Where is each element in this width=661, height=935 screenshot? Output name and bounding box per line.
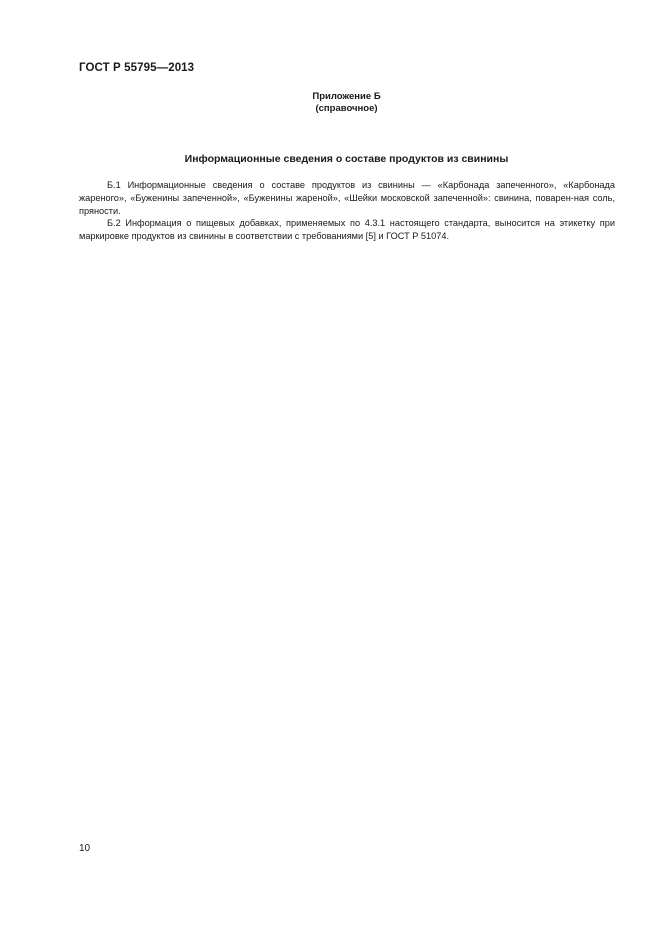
page-number: 10: [79, 843, 91, 854]
standard-code-header: ГОСТ Р 55795—2013: [79, 62, 195, 74]
paragraph-b1: Б.1 Информационные сведения о составе продуктов из свинины — «Карбонада запеченного», «Карбонада жареного», «Буженины запеченной», «Буженины жареной», «Шейки московской запеченной»: свинина, поварен-ная соль, пряности.: [79, 180, 615, 216]
annex-heading: [0, 91, 661, 115]
body-text: [79, 179, 615, 243]
annex-title: Приложение Б: [312, 91, 381, 102]
paragraph-b2: Б.2 Информация о пищевых добавках, применяемых по 4.3.1 настоящего стандарта, выносится на этикетку при маркировке продуктов из свинины в соответствии с требованиями [5] и ГОСТ Р 51074.: [79, 218, 615, 242]
section-title: Информационные сведения о составе продуктов из свинины: [184, 153, 509, 165]
annex-type: (справочное): [315, 103, 378, 114]
